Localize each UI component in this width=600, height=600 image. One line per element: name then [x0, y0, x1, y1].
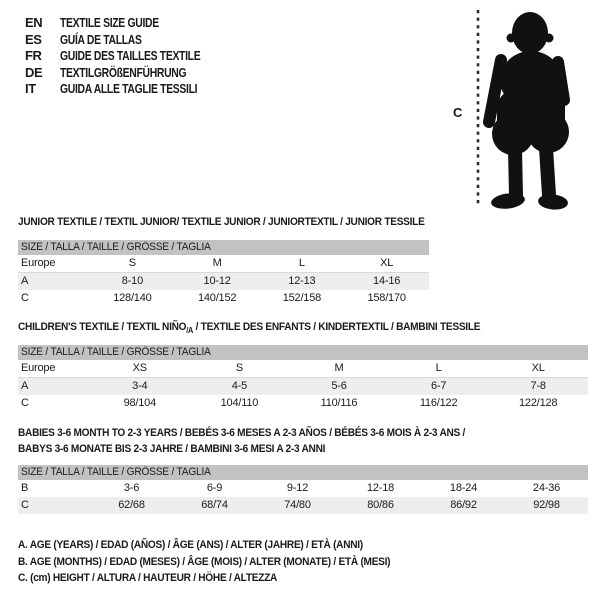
- table-row: [18, 480, 588, 497]
- row-label: C: [21, 397, 29, 409]
- babies-section-title: [18, 425, 504, 457]
- legend-line-c: [18, 570, 423, 587]
- table-row: [18, 497, 588, 514]
- table-cell: 4-5: [231, 380, 248, 392]
- table-body: [18, 255, 429, 307]
- table-cell: 80/86: [367, 499, 394, 511]
- language-title: GUIDA ALLE TAGLIE TESSILI: [60, 81, 198, 97]
- legend-line-c-text: C. (cm) HEIGHT / ALTURA / HAUTEUR / HÖHE / ALTEZZA: [18, 572, 278, 584]
- table-cell: 14-16: [373, 275, 401, 287]
- table-cell: 3-4: [132, 380, 148, 392]
- junior-size-table: [18, 240, 429, 307]
- table-cell: 10-12: [203, 275, 231, 287]
- row-label: Europe: [21, 257, 56, 269]
- children-size-table: [18, 345, 588, 412]
- table-cell: XS: [132, 362, 147, 374]
- row-label: Europe: [21, 362, 56, 374]
- table-body: [18, 360, 588, 412]
- language-row: [25, 15, 235, 32]
- table-cell: 98/104: [123, 397, 157, 409]
- babies-title-line1: BABIES 3-6 MONTH TO 2-3 YEARS / BEBÉS 3-6 MESES A 2-3 AÑOS / BÉBÉS 3-6 MOIS À 2-3 ANS /: [18, 427, 466, 439]
- table-cell: 110/116: [320, 397, 358, 409]
- table-cell: 140/152: [197, 292, 237, 304]
- language-code: EN: [25, 15, 43, 30]
- language-code: IT: [25, 81, 36, 97]
- junior-section-title: [18, 216, 460, 228]
- table-cell: 68/74: [201, 499, 228, 511]
- language-row: [25, 81, 235, 98]
- language-list: [25, 15, 235, 98]
- table-cell: S: [128, 257, 136, 269]
- children-section-title-text: [18, 321, 480, 335]
- language-row: [25, 32, 235, 49]
- babies-size-table: [18, 465, 588, 514]
- children-title-subscript: /A: [186, 326, 194, 336]
- table-cell: L: [435, 362, 442, 374]
- size-table-header: [18, 240, 429, 255]
- table-cell: 86/92: [450, 499, 477, 511]
- table-cell: XL: [380, 257, 394, 269]
- table-cell: XL: [531, 362, 545, 374]
- table-cell: 62/68: [118, 499, 145, 511]
- table-cell: 8-10: [121, 275, 143, 287]
- table-row: [18, 255, 429, 273]
- row-label: A: [21, 380, 29, 392]
- size-table-header: [18, 345, 588, 360]
- legend-line-a-text: A. AGE (YEARS) / EDAD (AÑOS) / ÂGE (ANS) / ALTER (JAHRE) / ETÀ (ANNI): [18, 539, 363, 551]
- table-cell: 5-6: [331, 380, 347, 392]
- table-cell: L: [298, 257, 305, 269]
- language-title: GUÍA DE TALLAS: [60, 31, 142, 47]
- size-table-header-text: SIZE / TALLA / TAILLE / GRÖSSE / TAGLIA: [21, 346, 211, 358]
- row-label: C: [21, 292, 29, 304]
- language-title: TEXTILE SIZE GUIDE: [60, 15, 159, 30]
- baby-silhouette: [489, 12, 569, 211]
- table-cell: 152/158: [282, 292, 322, 304]
- table-cell: 9-12: [286, 482, 309, 494]
- language-code: DE: [25, 64, 43, 80]
- table-cell: 7-8: [530, 380, 546, 392]
- table-row: [18, 273, 429, 290]
- row-label: C: [21, 499, 29, 511]
- row-label: A: [21, 275, 29, 287]
- table-cell: 122/128: [519, 397, 558, 409]
- language-row: [25, 65, 235, 82]
- size-table-header-text: SIZE / TALLA / TAILLE / GRÖSSE / TAGLIA: [21, 241, 211, 253]
- legend: [18, 537, 423, 587]
- table-cell: M: [212, 257, 222, 269]
- table-row: [18, 395, 588, 412]
- table-row: [18, 378, 588, 395]
- language-code: ES: [25, 31, 42, 47]
- children-section-title: [18, 321, 520, 335]
- table-cell: 12-13: [288, 275, 316, 287]
- legend-line-b: [18, 554, 423, 571]
- language-code: FR: [25, 48, 42, 64]
- table-cell: S: [235, 362, 243, 374]
- table-cell: 6-9: [206, 482, 223, 494]
- table-cell: 92/98: [533, 499, 560, 511]
- children-title-main: CHILDREN'S TEXTILE / TEXTIL NIÑO: [18, 321, 187, 333]
- legend-line-a: [18, 537, 423, 554]
- table-row: [18, 360, 588, 378]
- table-cell: 18-24: [449, 482, 478, 494]
- children-title-rest: / TEXTILE DES ENFANTS / KINDERTEXTIL / BAMBINI TESSILE: [193, 321, 481, 333]
- table-cell: 116/122: [419, 397, 458, 409]
- row-label: B: [21, 482, 29, 494]
- table-row: [18, 290, 429, 307]
- table-cell: 12-18: [366, 482, 395, 494]
- babies-title-line2: BABYS 3-6 MONATE BIS 2-3 JAHRE / BAMBINI 3-6 MESI A 2-3 ANNI: [18, 443, 326, 455]
- table-cell: 104/110: [220, 397, 259, 409]
- table-cell: 6-7: [430, 380, 447, 392]
- table-cell: 128/140: [113, 292, 152, 304]
- table-body: [18, 480, 588, 514]
- language-row: [25, 48, 235, 65]
- table-cell: 158/170: [367, 292, 406, 304]
- size-table-header: [18, 465, 588, 480]
- table-cell: 74/80: [284, 499, 311, 511]
- table-cell: 3-6: [123, 482, 140, 494]
- junior-section-title-text: JUNIOR TEXTILE / TEXTIL JUNIOR/ TEXTILE JUNIOR / JUNIORTEXTIL / JUNIOR TESSILE: [18, 216, 425, 228]
- table-cell: M: [334, 362, 344, 374]
- legend-line-b-text: B. AGE (MONTHS) / EDAD (MESES) / ÂGE (MOIS) / ALTER (MONATE) / ETÀ (MESI): [18, 555, 391, 568]
- table-cell: 24-36: [532, 482, 561, 494]
- language-title: TEXTILGRÖßENFÜHRUNG: [60, 64, 187, 80]
- height-measure-label: C: [453, 105, 463, 120]
- language-title: GUIDE DES TAILLES TEXTILE: [60, 48, 201, 64]
- size-table-header-text: SIZE / TALLA / TAILLE / GRÖSSE / TAGLIA: [21, 466, 211, 478]
